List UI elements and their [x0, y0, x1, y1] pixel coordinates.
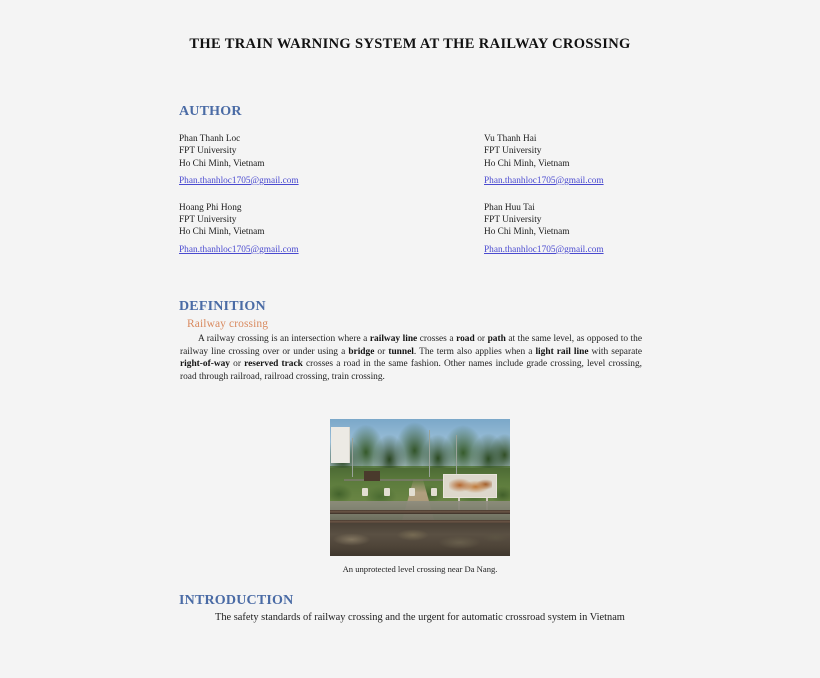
photo-marker-post [384, 488, 390, 496]
definition-text: . The term also applies when a [413, 346, 536, 357]
author-email-link[interactable]: Phan.thanhloc1705@gmail.com [484, 244, 604, 255]
definition-text: with separate [588, 346, 643, 357]
definition-text: A railway crossing is an intersection where a [198, 334, 370, 344]
author-row [179, 133, 649, 188]
author-affiliation: FPT University [484, 215, 542, 226]
photo-railway-level-crossing [330, 419, 510, 556]
subheading-railway-crossing: Railway crossing [187, 318, 269, 330]
definition-term[interactable]: light rail line [535, 346, 589, 357]
definition-term[interactable]: path [487, 334, 506, 344]
definition-term[interactable]: railway line [369, 334, 418, 344]
photo-pole [456, 435, 457, 476]
photo-small-sign [364, 471, 380, 481]
photo-marker-post [409, 488, 415, 496]
photo-rail [330, 510, 510, 514]
definition-term[interactable]: road [456, 334, 475, 344]
author-name: Phan Huu Tai [484, 202, 535, 213]
author-entry [414, 202, 649, 257]
author-location: Ho Chi Minh, Vietnam [484, 158, 570, 169]
photo-marker-post [431, 488, 437, 496]
author-entry [179, 202, 414, 257]
definition-text: or [230, 359, 245, 370]
definition-term[interactable]: reserved track [244, 359, 303, 370]
definition-text: at the same level, as opposed to the railway line crossing over or under using a [180, 334, 643, 357]
author-affiliation: FPT University [484, 146, 542, 157]
definition-term[interactable]: bridge [348, 346, 375, 357]
definition-text: crosses a [417, 334, 457, 344]
figure-block [330, 419, 510, 575]
section-heading-introduction: INTRODUCTION [179, 593, 294, 608]
definition-paragraph [180, 333, 642, 383]
author-email-link[interactable]: Phan.thanhloc1705@gmail.com [179, 175, 299, 186]
author-email-link[interactable]: Phan.thanhloc1705@gmail.com [484, 175, 604, 186]
author-location: Ho Chi Minh, Vietnam [179, 158, 265, 169]
photo-pole [429, 430, 430, 477]
author-location: Ho Chi Minh, Vietnam [179, 227, 265, 238]
section-heading-definition: DEFINITION [179, 299, 266, 314]
author-location: Ho Chi Minh, Vietnam [484, 227, 570, 238]
page-title: THE TRAIN WARNING SYSTEM AT THE RAILWAY CROSSING [189, 36, 631, 52]
section-heading-author: AUTHOR [179, 104, 242, 119]
introduction-paragraph: The safety standards of railway crossing and the urgent for automatic crossroad system in Vietnam [215, 612, 625, 623]
photo-foreground-texture [330, 526, 510, 556]
author-entry [414, 133, 649, 188]
definition-term[interactable]: right-of-way [180, 359, 230, 370]
definition-text: crosses a road in the same fashion. Other names include grade crossing, level crossing, road through railroad, railroad crossing, train crossing. [180, 359, 643, 382]
author-name: Vu Thanh Hai [484, 134, 537, 144]
author-affiliation: FPT University [179, 215, 237, 226]
figure-caption: An unprotected level crossing near Da Nang. [342, 564, 498, 574]
definition-text: or [374, 346, 389, 357]
photo-crossbar [344, 479, 452, 481]
author-affiliation: FPT University [179, 146, 237, 157]
photo-rusty-sign [443, 474, 497, 499]
author-row [179, 202, 649, 257]
author-list [179, 133, 649, 271]
photo-rust-stain [449, 478, 493, 494]
photo-pole [352, 438, 353, 476]
photo-marker-post [362, 488, 368, 496]
photo-white-billboard [331, 427, 350, 463]
author-email-link[interactable]: Phan.thanhloc1705@gmail.com [179, 244, 299, 255]
definition-text: or [474, 334, 488, 344]
definition-term[interactable]: tunnel [388, 346, 414, 357]
author-name: Hoang Phi Hong [179, 202, 242, 213]
author-name: Phan Thanh Loc [179, 134, 241, 144]
author-entry [179, 133, 414, 188]
